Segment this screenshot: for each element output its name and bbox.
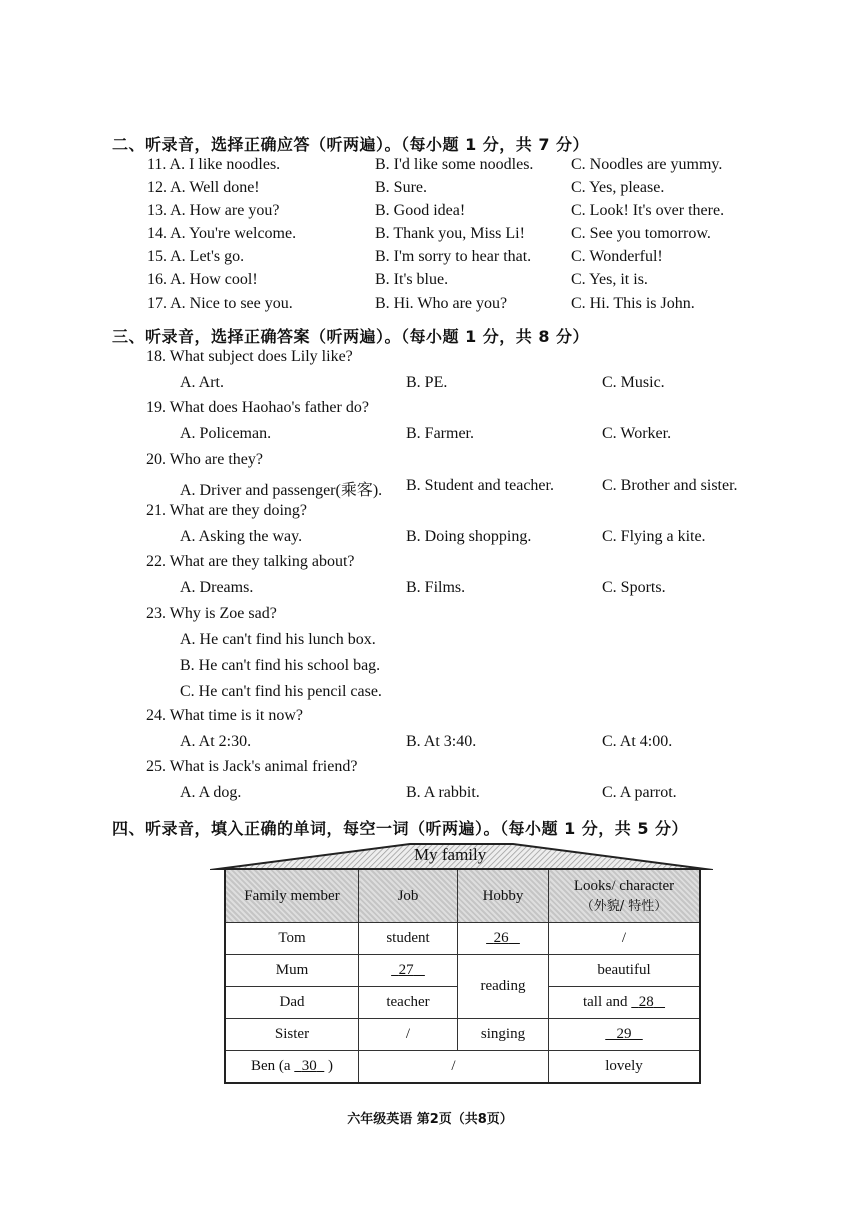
question-option-b[interactable]: B. Good idea! xyxy=(375,202,466,219)
question-option-a[interactable]: 16. A. How cool! xyxy=(147,271,258,288)
option-c[interactable]: C. Worker. xyxy=(602,425,672,442)
option-c[interactable]: C. A parrot. xyxy=(602,784,677,801)
question-option-b[interactable]: B. Hi. Who are you? xyxy=(375,295,508,312)
header-family-member: Family member xyxy=(225,869,359,923)
question-option-a[interactable]: 15. A. Let's go. xyxy=(147,248,245,265)
option-c[interactable]: C. Brother and sister. xyxy=(602,477,738,494)
option-b[interactable]: B. Farmer. xyxy=(406,425,474,442)
question-option-c[interactable]: C. Look! It's over there. xyxy=(571,202,725,219)
cell-looks: / xyxy=(549,923,701,955)
section-4-header: 四、听录音，填入正确的单词，每空一词（听两遍）。（每小题 1 分，共 5 分） xyxy=(112,819,689,838)
member-prefix: Ben (a xyxy=(250,1057,291,1074)
option-a[interactable]: A. A dog. xyxy=(180,784,242,801)
page-footer: 六年级英语 第2页（共8页） xyxy=(347,1112,513,1127)
question-option-a[interactable]: 13. A. How are you? xyxy=(147,202,280,219)
header-looks-en: Looks/ character xyxy=(573,877,675,894)
cell-job-blank[interactable] xyxy=(359,955,458,987)
question-row xyxy=(0,225,860,247)
question-option-a[interactable]: 12. A. Well done! xyxy=(147,179,260,196)
table-row xyxy=(225,955,700,987)
cell-member-blank[interactable] xyxy=(225,1051,359,1083)
header-hobby: Hobby xyxy=(458,869,549,923)
cell-member: Sister xyxy=(225,1019,359,1051)
question-text: 19. What does Haohao's father do? xyxy=(146,399,369,416)
cell-job: student xyxy=(359,923,458,955)
question-option-b[interactable]: B. Thank you, Miss Li! xyxy=(375,225,525,242)
header-job: Job xyxy=(359,869,458,923)
question-row xyxy=(0,248,860,270)
question-row xyxy=(0,271,860,293)
question-option-c[interactable]: C. Noodles are yummy. xyxy=(571,156,723,173)
option-b[interactable]: B. Doing shopping. xyxy=(406,528,532,545)
table-row xyxy=(225,923,700,955)
question-text: 22. What are they talking about? xyxy=(146,553,355,570)
cell-member: Tom xyxy=(225,923,359,955)
option-b[interactable]: B. At 3:40. xyxy=(406,733,477,750)
header-looks-cn: （外貌/ 特性） xyxy=(580,898,668,914)
looks-prefix: tall and xyxy=(582,994,628,1010)
question-option-b[interactable]: B. I'm sorry to hear that. xyxy=(375,248,532,265)
question-option-c[interactable]: C. Hi. This is John. xyxy=(571,295,695,312)
question-row xyxy=(0,179,860,201)
question-option-c[interactable]: C. Yes, it is. xyxy=(571,271,648,288)
option-b[interactable]: B. Films. xyxy=(406,579,466,596)
blank-28: 28 xyxy=(638,994,654,1010)
question-row xyxy=(0,202,860,224)
option-b[interactable]: B. He can't find his school bag. xyxy=(180,657,381,674)
option-c[interactable]: C. He can't find his pencil case. xyxy=(180,683,382,700)
question-text: 18. What subject does Lily like? xyxy=(146,348,353,365)
question-option-c[interactable]: C. Wonderful! xyxy=(571,248,663,265)
cell-looks-blank[interactable] xyxy=(549,987,701,1019)
question-option-a[interactable]: 17. A. Nice to see you. xyxy=(147,295,293,312)
table-row xyxy=(225,1019,700,1051)
cell-looks-blank[interactable] xyxy=(549,1019,701,1051)
option-a[interactable]: A. Policeman. xyxy=(180,425,272,442)
option-a[interactable]: A. Dreams. xyxy=(180,579,254,596)
cell-looks: beautiful xyxy=(549,955,701,987)
section-3-header: 三、听录音，选择正确答案（听两遍）。（每小题 1 分，共 8 分） xyxy=(112,327,590,346)
question-option-a[interactable]: 14. A. You're welcome. xyxy=(147,225,297,242)
question-option-a[interactable]: 11. A. I like noodles. xyxy=(147,156,281,173)
question-option-b[interactable]: B. It's blue. xyxy=(375,271,449,288)
question-text: 20. Who are they? xyxy=(146,451,263,468)
cell-hobby-shared: reading xyxy=(458,955,549,1019)
table-title: My family xyxy=(414,845,487,864)
section-2-header: 二、听录音，选择正确应答（听两遍）。（每小题 1 分，共 7 分） xyxy=(112,135,590,154)
blank-30: 30 xyxy=(301,1057,317,1074)
option-a[interactable]: A. At 2:30. xyxy=(180,733,252,750)
cell-job: / xyxy=(359,1019,458,1051)
blank-26: 26 xyxy=(493,930,509,946)
blank-27: 27 xyxy=(398,962,414,978)
option-c[interactable]: C. At 4:00. xyxy=(602,733,673,750)
table-header-row xyxy=(225,869,700,923)
question-row xyxy=(0,295,860,317)
blank-29: 29 xyxy=(616,1026,632,1042)
cell-job-hobby: / xyxy=(359,1051,549,1083)
option-a[interactable]: A. Driver and passenger(乘客). xyxy=(180,482,383,499)
question-option-c[interactable]: C. Yes, please. xyxy=(571,179,665,196)
header-looks xyxy=(549,869,701,923)
question-text: 23. Why is Zoe sad? xyxy=(146,605,277,622)
member-suffix: ) xyxy=(328,1057,334,1074)
question-option-c[interactable]: C. See you tomorrow. xyxy=(571,225,711,242)
family-table xyxy=(224,868,701,1084)
cell-member: Mum xyxy=(225,955,359,987)
cell-hobby-blank[interactable] xyxy=(458,923,549,955)
option-c[interactable]: C. Music. xyxy=(602,374,665,391)
cell-job: teacher xyxy=(359,987,458,1019)
cell-hobby: singing xyxy=(458,1019,549,1051)
cell-looks: lovely xyxy=(549,1051,701,1083)
question-text: 24. What time is it now? xyxy=(146,707,304,724)
option-b[interactable]: B. PE. xyxy=(406,374,448,391)
option-a[interactable]: A. Asking the way. xyxy=(180,528,303,545)
question-row xyxy=(0,156,860,178)
question-text: 21. What are they doing? xyxy=(146,502,307,519)
question-text: 25. What is Jack's animal friend? xyxy=(146,758,358,775)
table-row xyxy=(225,1051,700,1083)
option-a[interactable]: A. Art. xyxy=(180,374,224,391)
cell-member: Dad xyxy=(225,987,359,1019)
option-a[interactable]: A. He can't find his lunch box. xyxy=(180,631,376,648)
option-b[interactable]: B. A rabbit. xyxy=(406,784,480,801)
question-option-b[interactable]: B. I'd like some noodles. xyxy=(375,156,534,173)
option-c[interactable]: C. Flying a kite. xyxy=(602,528,706,545)
question-option-b[interactable]: B. Sure. xyxy=(375,179,427,196)
option-c[interactable]: C. Sports. xyxy=(602,579,666,596)
option-b[interactable]: B. Student and teacher. xyxy=(406,477,554,494)
